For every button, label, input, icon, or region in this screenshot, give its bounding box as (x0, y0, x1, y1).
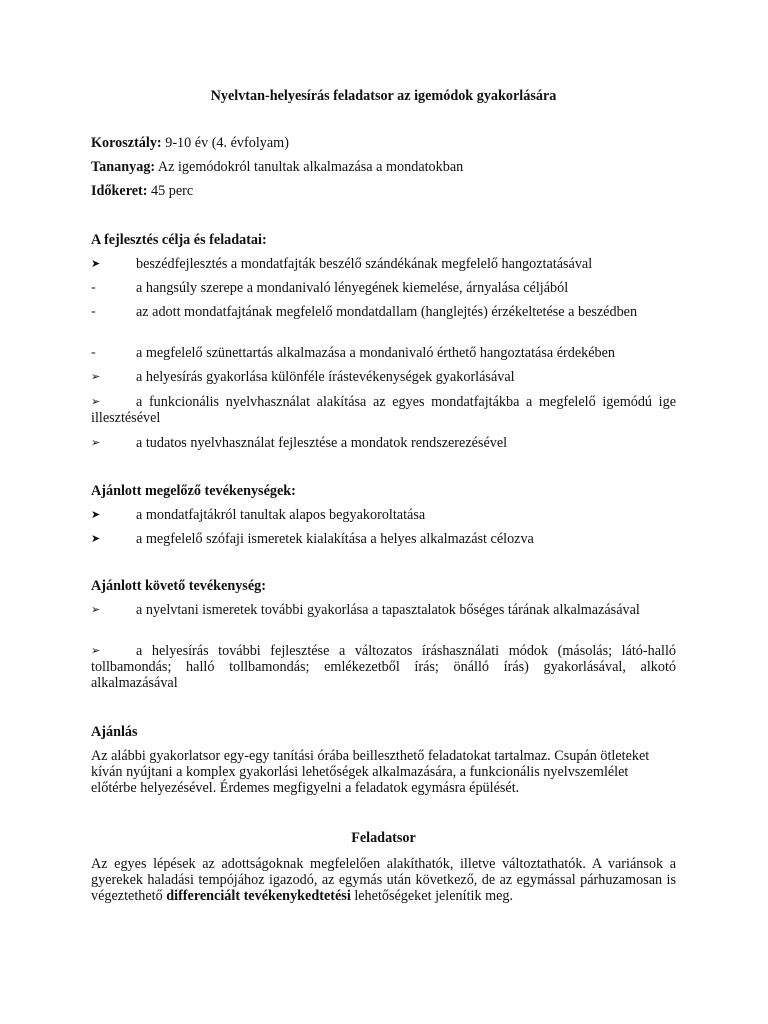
dash-bullet-icon: - (91, 280, 96, 295)
goal-item (91, 256, 676, 272)
meta-age-label: Korosztály: (91, 135, 162, 151)
prior-heading: Ajánlott megelőző tevékenységek: (91, 483, 296, 499)
meta-time (91, 183, 193, 199)
goal-item-text: a tudatos nyelvhasználat fejlesztése a mondatok rendszerezésével (136, 435, 508, 451)
prior-item-text: a megfelelő szófaji ismeretek kialakítása a helyes alkalmazást célozva (136, 531, 534, 547)
meta-time-value: 45 perc (147, 183, 194, 199)
arrow-bullet-icon: ➢ (91, 396, 101, 408)
meta-time-label: Időkeret: (91, 183, 148, 199)
follow-heading: Ajánlott követő tevékenység: (91, 578, 266, 594)
exercise-heading: Feladatsor (351, 830, 416, 846)
meta-topic-label: Tananyag: (91, 159, 156, 175)
prior-item (91, 507, 676, 523)
arrow-bullet-icon: ➤ (91, 533, 101, 545)
goals-heading: A fejlesztés célja és feladatai: (91, 232, 267, 248)
goal-item-text: beszédfejlesztés a mondatfajták beszélő szándékának megfelelő hangoztatásával (136, 256, 593, 272)
goal-item-text: az adott mondatfajtának megfelelő mondatdallam (hanglejtés) érzékeltetése a beszédben (136, 304, 638, 320)
prior-item-text: a mondatfajtákról tanultak alapos begyakoroltatása (136, 507, 426, 523)
goal-item (91, 345, 676, 361)
arrow-bullet-icon: ➢ (91, 371, 101, 383)
exercise-text-after: lehetőségeket jelenítik meg. (350, 888, 514, 904)
arrow-bullet-icon: ➢ (91, 645, 101, 657)
arrow-bullet-icon: ➤ (91, 258, 101, 270)
recommendation-heading: Ajánlás (91, 724, 138, 740)
goal-item (91, 394, 676, 426)
follow-item (91, 602, 676, 618)
goal-item-text: a megfelelő szünettartás alkalmazása a mondanivaló érthető hangoztatása érdekében (136, 345, 615, 361)
follow-item-text: a nyelvtani ismeretek további gyakorlása a tapasztalatok bőséges tárának alkalmazásával (136, 602, 640, 618)
dash-bullet-icon: - (91, 345, 96, 360)
goal-item (91, 435, 676, 451)
arrow-bullet-icon: ➢ (91, 604, 101, 616)
exercise-text-before: Az egyes lépések az adottságoknak megfelelően alakíthatók, illetve változtathatók. A variánsok a gyerekek haladási tempójához igazodó, az egymás után következő, de az egymással párhuzamosan is végeztethető (91, 856, 676, 904)
arrow-bullet-icon: ➤ (91, 509, 101, 521)
dash-bullet-icon: - (91, 304, 96, 319)
document-title: Nyelvtan-helyesírás feladatsor az igemódok gyakorlására (210, 88, 557, 104)
meta-topic-value: Az igemódokról tanultak alkalmazása a mondatokban (155, 159, 464, 175)
goal-item (91, 369, 676, 385)
meta-age (91, 135, 289, 151)
recommendation-text: Az alábbi gyakorlatsor egy-egy tanítási órába beilleszthető feladatokat tartalmaz. Csupán ötleteket kíván nyújtani a komplex gyakorlási lehetőségek alkalmazására, a funkcionális nyelvszemlélet előtérbe helyezésével. Érdemes megfigyelni a feladatok egymásra épülését. (91, 748, 650, 796)
exercise-text (91, 856, 676, 904)
exercise-text-bold: differenciált tevékenykedtetési (166, 888, 351, 904)
arrow-bullet-icon: ➢ (91, 437, 101, 449)
goal-item-text: a hangsúly szerepe a mondanivaló lényegének kiemelése, árnyalása céljából (136, 280, 569, 296)
goal-item-text: a funkcionális nyelvhasználat alakítása az egyes mondatfajtákba a megfelelő igemódú ige illesztésével (91, 394, 676, 426)
follow-item (91, 643, 676, 691)
meta-topic (91, 159, 463, 175)
goal-item (91, 280, 676, 296)
goal-item-text: a helyesírás gyakorlása különféle írástevékenységek gyakorlásával (136, 369, 515, 385)
follow-item-text: a helyesírás további fejlesztése a változatos íráshasználati módok (másolás; látó-halló tollbamondás; halló tollbamondás; emlékezetből írás; önálló írás) gyakorlásával, alkotó alkalmazásával (91, 643, 676, 691)
prior-item (91, 531, 676, 547)
goal-item (91, 304, 676, 320)
meta-age-value: 9-10 év (4. évfolyam) (161, 135, 289, 151)
